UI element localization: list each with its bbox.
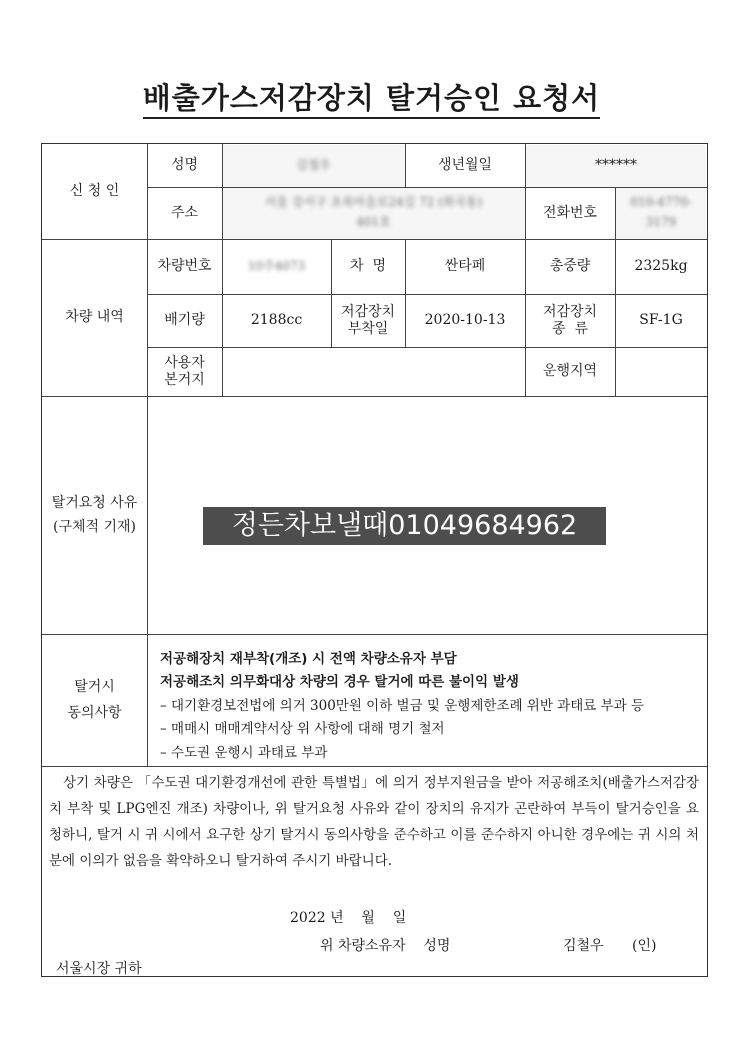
consent-label: 탈거시 동의사항: [67, 678, 122, 721]
consent-bold-line-1: 저공해장치 재부착(개조) 시 전액 차량소유자 부담: [160, 651, 457, 667]
address-label: 주소: [170, 204, 199, 221]
consent-bold-line-2: 저공해조치 의무화대상 차량의 경우 탈거에 따른 불이익 발생: [160, 674, 519, 690]
displacement-label: 배기량: [164, 312, 205, 329]
consent-item-3: – 수도권 운행시 과태료 부과: [160, 745, 328, 761]
birth-label: 생년월일: [437, 157, 493, 174]
displacement-value: 2188cc: [250, 312, 303, 329]
model-value: 싼타페: [444, 258, 486, 275]
owner-label: 위 차량소유자 성명: [320, 938, 451, 954]
address-value: [222, 187, 525, 239]
consent-item-1: – 대기환경보전법에 의거 300만원 이하 벌금 및 운행제한조례 위반 과태료 부과 등: [160, 698, 644, 714]
owner-name: 김철우: [563, 938, 604, 954]
model-label: 차 명: [350, 258, 386, 275]
applicant-section-label: 신 청 인: [69, 183, 120, 200]
plate-value: 10주4073: [247, 258, 306, 273]
weight-label: 총중량: [549, 258, 591, 275]
device-type-label: 저감장치 종 류: [542, 304, 598, 337]
install-date-value: 2020-10-13: [424, 312, 506, 329]
reason-label: 탈거요청 사유 (구체적 기재): [51, 494, 138, 535]
device-type-value: SF-1G: [639, 312, 683, 329]
name-value: 김철우: [296, 157, 331, 172]
vehicle-section-label: 차량 내역: [65, 309, 124, 326]
name-label: 성명: [170, 157, 199, 174]
document-title: 배출가스저감장치 탈거승인 요청서: [0, 76, 743, 117]
phone-line-1: 010-4770-: [630, 195, 692, 210]
date-line: 2022 년 월 일: [290, 910, 407, 926]
phone-value: [615, 187, 707, 239]
phone-line-2: 3179: [645, 215, 677, 229]
address-line-2: 401호: [356, 215, 391, 229]
statement-paragraph: 상기 차량은 「수도권 대기환경개선에 관한 특별법」에 의거 정부지원금을 받아 저공해조치(배출가스저감장치 부착 및 LPG엔진 개조) 차량이나, 위 탈거요청 사유와 같이 장치의 유지가 곤란하여 부득이 탈거승인을 요청하니, 탈거 시 귀 시에서 요구한 상기 탈거시 동의사항을 준수하고 이를 준수하지 아니한 경우에는 귀 시의 처분에 이의가 없음을 확약하오니 탈거하여 주시기 바랍니다.: [49, 775, 699, 869]
weight-value: 2325kg: [634, 258, 688, 275]
seal-mark: (인): [632, 938, 657, 954]
watermark-banner: 정든차보낼때01049684962: [203, 507, 606, 545]
owner-base-label: 사용자 본거지: [164, 355, 205, 388]
address-line-1: 서울 강서구 초록마을로24길 72 (화곡동): [264, 195, 483, 210]
birth-value: ******: [595, 157, 637, 174]
addressee: 서울시장 귀하: [56, 961, 142, 977]
region-label: 운행지역: [542, 363, 598, 380]
phone-label: 전화번호: [542, 204, 598, 221]
plate-label: 차량번호: [157, 258, 212, 275]
install-date-label: 저감장치 부착일: [340, 304, 396, 337]
consent-item-2: – 매매시 매매계약서상 위 사항에 대해 명기 철저: [160, 721, 445, 737]
